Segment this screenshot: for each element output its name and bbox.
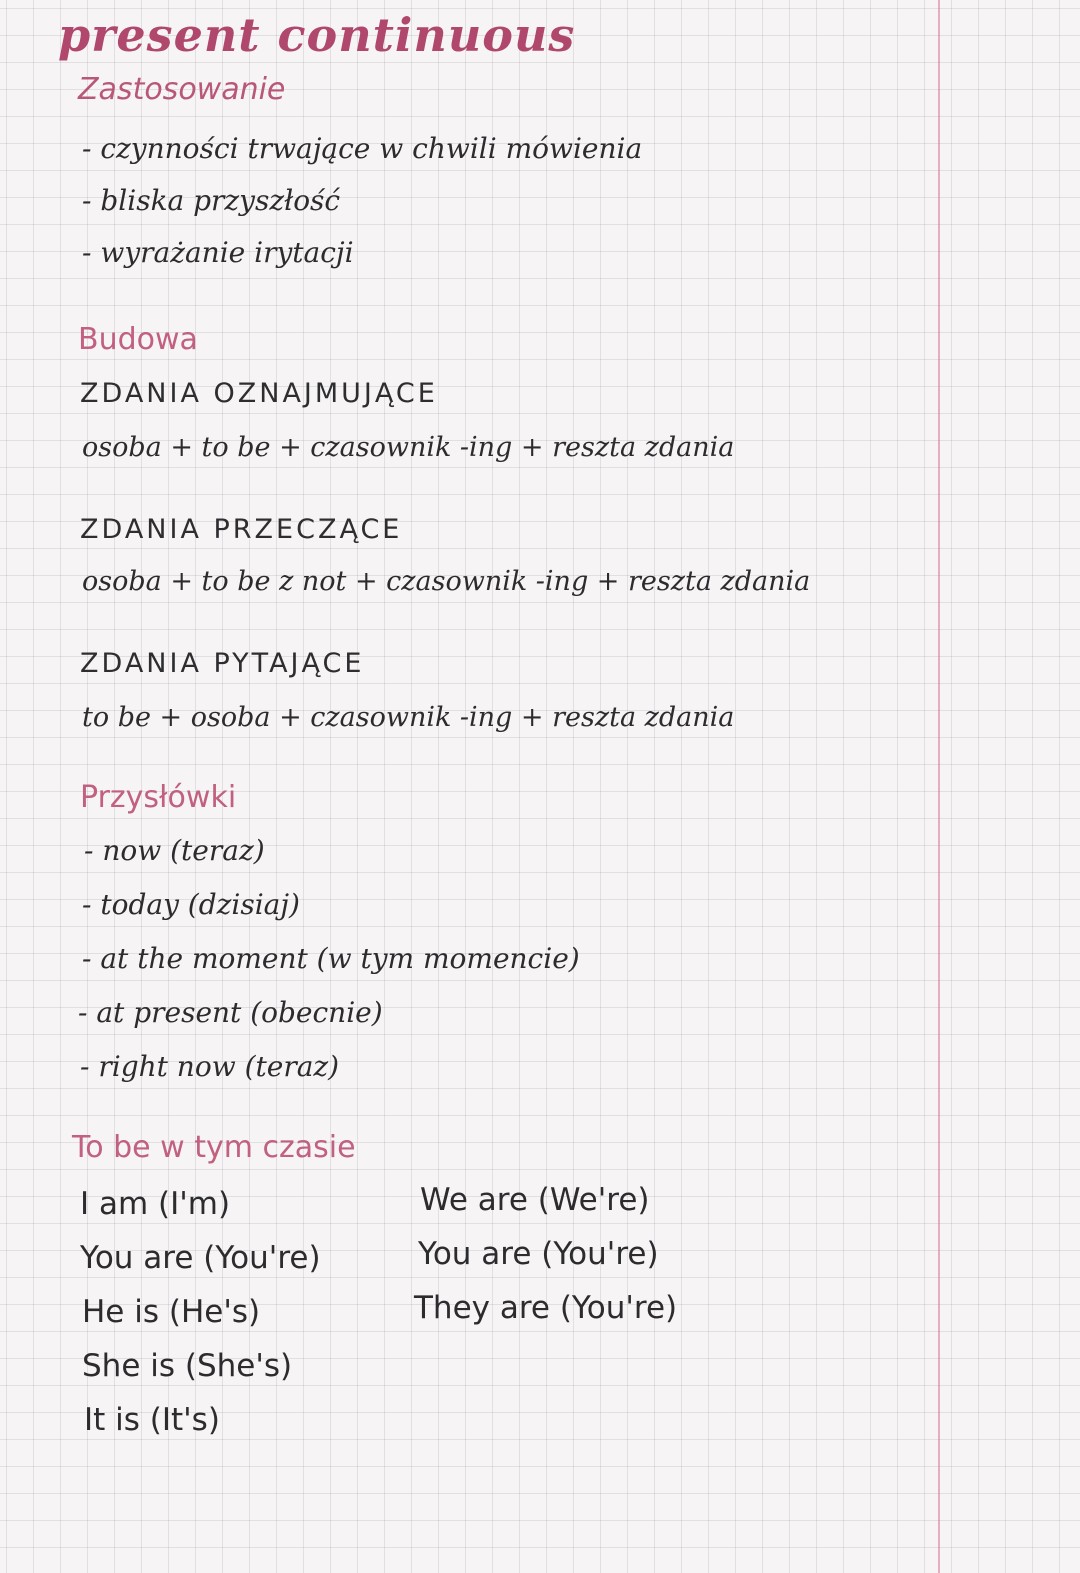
margin-line (938, 0, 940, 1573)
structure-label-negative: ZDANIA PRZECZĄCE (80, 514, 403, 545)
adverb-item: - today (dzisiaj) (82, 888, 300, 921)
to-be-item: I am (I'm) (80, 1186, 231, 1222)
usage-item: - wyrażanie irytacji (82, 236, 354, 269)
to-be-item: We are (We're) (420, 1182, 650, 1218)
adverb-item: - at present (obecnie) (78, 996, 383, 1029)
structure-formula-affirmative: osoba + to be + czasownik -ing + reszta zdania (82, 432, 735, 463)
structure-formula-question: to be + osoba + czasownik -ing + reszta zdania (82, 702, 735, 733)
to-be-item: He is (He's) (82, 1294, 261, 1330)
structure-label-affirmative: ZDANIA OZNAJMUJĄCE (80, 378, 438, 409)
structure-formula-negative: osoba + to be z not + czasownik -ing + reszta zdania (82, 566, 811, 597)
usage-heading: Zastosowanie (78, 72, 286, 107)
to-be-item: You are (You're) (80, 1240, 321, 1276)
adverb-item: - right now (teraz) (80, 1050, 340, 1083)
page-title: present continuous (58, 8, 576, 62)
structure-heading: Budowa (78, 322, 198, 357)
adverb-item: - now (teraz) (84, 834, 265, 867)
to-be-item: She is (She's) (82, 1348, 293, 1384)
structure-label-question: ZDANIA PYTAJĄCE (80, 648, 365, 679)
usage-item: - czynności trwające w chwili mówienia (82, 132, 643, 165)
to-be-item: They are (You're) (414, 1290, 678, 1326)
usage-item: - bliska przyszłość (82, 184, 341, 217)
to-be-heading: To be w tym czasie (72, 1130, 356, 1165)
to-be-item: It is (It's) (84, 1402, 220, 1438)
to-be-item: You are (You're) (418, 1236, 659, 1272)
adverb-item: - at the moment (w tym momencie) (82, 942, 580, 975)
adverbs-heading: Przysłówki (80, 780, 237, 815)
